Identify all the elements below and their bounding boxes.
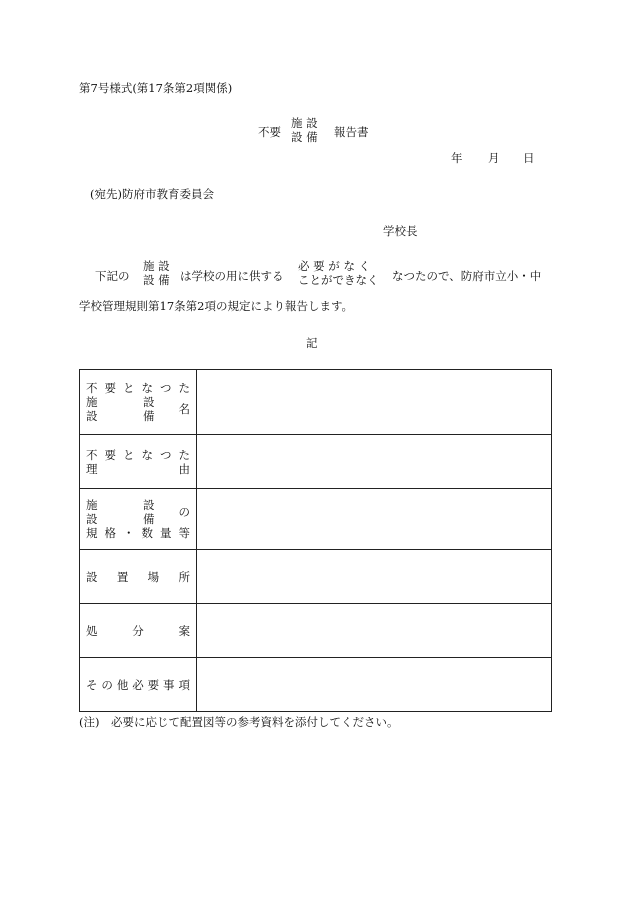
body-tail: なつたので、防府市立小・中	[392, 269, 542, 283]
title-choice	[291, 116, 318, 144]
label-line: 施 設	[86, 395, 155, 409]
table-row-location	[80, 550, 552, 604]
label-specs	[80, 489, 197, 550]
label-line: 不 要 と な つ た	[86, 381, 190, 395]
report-table	[79, 369, 552, 712]
table-row-reason	[80, 435, 552, 489]
label-grid: 施 設 設 備 の	[86, 498, 190, 526]
label-line: 処 分 案	[86, 623, 190, 638]
addressee: (宛先)防府市教育委員会	[90, 187, 214, 201]
body-middle: は学校の用に供する	[180, 269, 284, 283]
title-prefix: 不要	[258, 125, 281, 139]
label-reason	[80, 435, 197, 489]
label-line: そ の 他 必 要 事 項	[86, 677, 190, 692]
label-line: 設 備	[86, 409, 155, 423]
body-choice-2-top: 必 要 が な く	[298, 259, 371, 273]
footnote: (注) 必要に応じて配置図等の参考資料を添付してください。	[79, 715, 399, 729]
value-specs[interactable]	[197, 489, 552, 550]
title-suffix: 報告書	[334, 125, 369, 139]
form-number: 第7号様式(第17条第2項関係)	[79, 81, 233, 95]
label-grid: 施 設 設 備 名	[86, 395, 190, 423]
value-disposal[interactable]	[197, 604, 552, 658]
ki-heading: 記	[306, 336, 318, 350]
value-location[interactable]	[197, 550, 552, 604]
body-line-2: 学校管理規則第17条第2項の規定により報告します。	[79, 299, 354, 313]
sender-title: 学校長	[383, 224, 418, 238]
label-facility-name	[80, 370, 197, 435]
label-line: 不 要 と な つ た	[86, 447, 190, 462]
label-other	[80, 658, 197, 712]
table-row-specs	[80, 489, 552, 550]
table-row-disposal	[80, 604, 552, 658]
date-month: 月	[488, 151, 500, 165]
date-day: 日	[523, 151, 535, 165]
label-line: 規 格 ・ 数 量 等	[86, 526, 190, 540]
label-disposal	[80, 604, 197, 658]
body-choice-1	[143, 259, 170, 287]
date-year: 年	[451, 151, 463, 165]
title-choice-top: 施 設	[291, 116, 318, 130]
label-location	[80, 550, 197, 604]
value-facility-name[interactable]	[197, 370, 552, 435]
label-line: 設 置 場 所	[86, 569, 190, 584]
body-choice-1-bottom: 設 備	[143, 273, 170, 287]
body-choice-2	[298, 259, 379, 287]
label-line: 理 由	[86, 461, 190, 476]
body-lead: 下記の	[95, 269, 130, 283]
table-row-facility-name	[80, 370, 552, 435]
label-line: 設 備	[86, 512, 155, 526]
title-choice-bottom: 設 備	[291, 130, 318, 144]
label-line: 施 設	[86, 498, 155, 512]
value-other[interactable]	[197, 658, 552, 712]
value-reason[interactable]	[197, 435, 552, 489]
table-row-other	[80, 658, 552, 712]
body-choice-2-bottom: ことができなく	[298, 273, 379, 287]
body-choice-1-top: 施 設	[143, 259, 170, 273]
